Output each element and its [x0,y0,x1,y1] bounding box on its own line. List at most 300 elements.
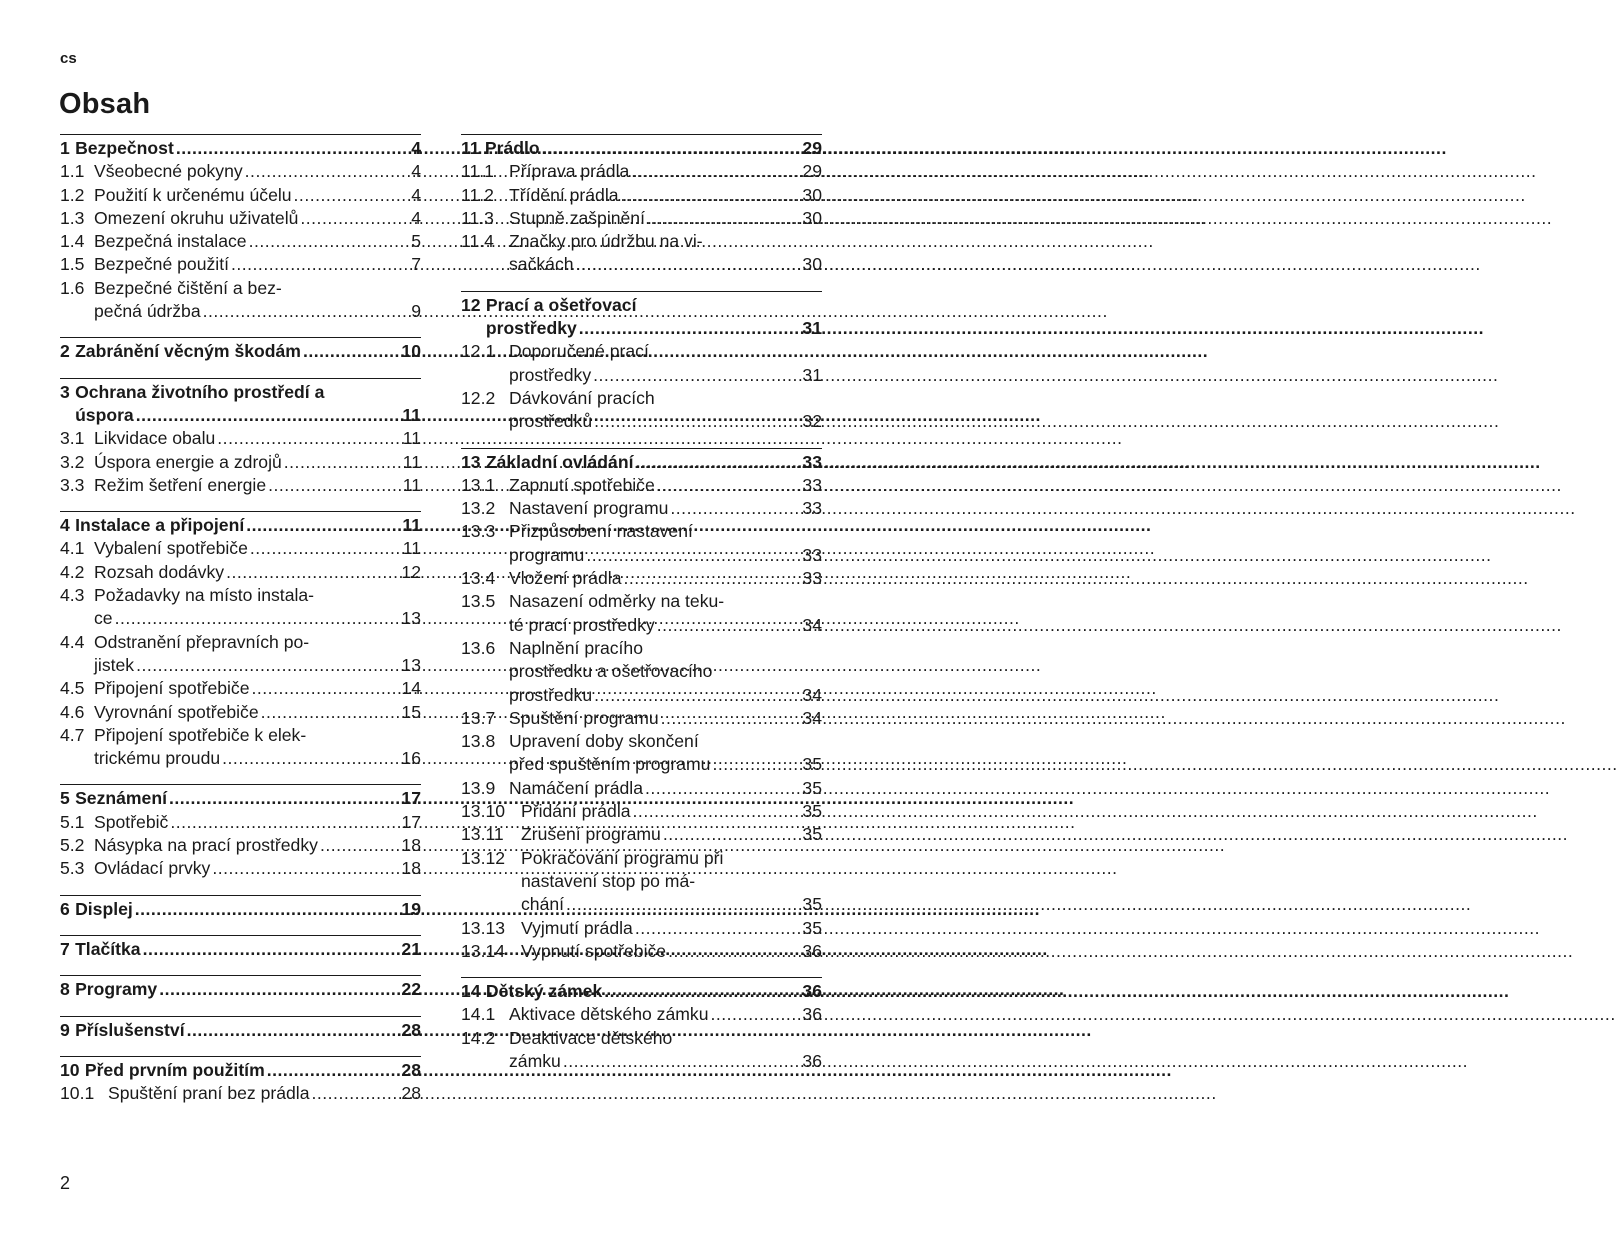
dot-leader [300,207,409,230]
toc-chapter-entry[interactable] [60,1019,421,1042]
toc-entry-text [75,978,421,1001]
toc-page-number: 13 [401,608,421,629]
page-title: Obsah [59,88,151,120]
toc-entry-text [94,584,421,631]
toc-entry-text [75,938,421,961]
toc-entry-last-line [521,800,822,823]
toc-page-number: 11 [402,428,421,449]
toc-entry-last-line [75,1019,421,1042]
toc-entry-number: 1.3 [60,207,85,228]
toc-entry-text [521,847,822,917]
toc-entry-title-line: Násypka na prací prostředky [94,835,318,856]
toc-entry-title-line: Aktivace dětského zámku [509,1004,709,1025]
toc-entry-text [75,787,421,810]
toc-entry-title-line: Dětský zámek [485,981,603,1002]
toc-subchapter-entry[interactable] [461,520,822,567]
toc-subchapter-entry[interactable] [461,777,822,800]
toc-subchapter-entry[interactable] [60,701,421,724]
toc-subchapter-entry[interactable] [461,567,822,590]
toc-entry-title-line: Tlačítka [75,938,141,959]
toc-subchapter-entry[interactable] [60,1082,421,1105]
dot-leader [635,451,800,474]
toc-entry-title-line: Displej [75,898,133,919]
toc-entry-last-line [486,980,822,1003]
toc-entry-last-line [108,1082,421,1105]
toc-section [461,291,822,434]
toc-subchapter-entry[interactable] [461,1027,822,1074]
toc-entry-last-line [521,917,822,940]
toc-subchapter-entry[interactable] [60,427,421,450]
toc-entry-text [509,497,822,520]
dot-leader [170,811,399,834]
dot-leader [579,317,801,340]
toc-entry-number: 3.3 [60,474,85,495]
toc-subchapter-entry[interactable] [461,707,822,730]
toc-subchapter-entry[interactable] [461,387,822,434]
toc-entry-title-line: Připojení spotřebiče k elek- [94,724,307,745]
toc-page-number: 4 [411,207,421,228]
toc-entry-text [486,980,822,1003]
toc-entry-last-line [94,607,421,630]
toc-entry-text [75,340,421,363]
toc-subchapter-entry[interactable] [60,857,421,880]
toc-entry-title-line: Zapnutí spotřebiče [509,474,655,495]
toc-entry-last-line [94,230,421,253]
toc-entry-number: 13.7 [461,707,496,728]
dot-leader [261,701,400,724]
toc-entry-text [521,823,822,846]
toc-entry-text [509,340,822,387]
toc-subchapter-entry[interactable] [60,834,421,857]
dot-leader [631,160,800,183]
toc-entry-last-line [94,184,421,207]
toc-entry-text [486,451,822,474]
dot-leader [593,364,800,387]
toc-page-number: 30 [802,184,822,205]
toc-entry-title-line: Vypnutí spotřebiče [521,940,667,961]
toc-entry-title-line: Stupně zašpinění [509,207,645,228]
toc-section [60,337,421,363]
toc-entry-number: 4.2 [60,561,85,582]
toc-subchapter-entry[interactable] [461,340,822,387]
dot-leader [212,857,399,880]
toc-entry-text [85,1059,421,1082]
toc-entry-number: 11.3 [461,207,494,228]
toc-section [60,935,421,961]
toc-page-number: 29 [802,161,822,182]
toc-subchapter-entry[interactable] [461,917,822,940]
toc-chapter-entry[interactable] [60,938,421,961]
toc-entry-title-line: Příprava prádla [509,161,630,182]
toc-subchapter-entry[interactable] [461,474,822,497]
toc-chapter-entry[interactable] [60,514,421,537]
toc-entry-number: 1.6 [60,277,85,298]
toc-entry-text [94,561,421,584]
toc-entry-text [509,184,822,207]
toc-page-number: 22 [401,979,421,1000]
toc-entry-text [509,777,822,800]
toc-entry-last-line [75,787,421,810]
toc-subchapter-entry[interactable] [60,230,421,253]
toc-page-number: 36 [802,1004,822,1025]
dot-leader [284,451,401,474]
toc-entry-text [509,637,822,707]
toc-page-number: 35 [802,754,822,775]
toc-entry-text [94,834,421,857]
toc-entry-text [94,277,421,324]
toc-entry-text [509,474,822,497]
toc-entry-number: 13.11 [461,824,504,845]
toc-chapter-entry[interactable] [60,978,421,1001]
toc-subchapter-entry[interactable] [461,160,822,183]
toc-entry-text [94,811,421,834]
toc-entry-last-line [521,940,822,963]
toc-entry-last-line [486,451,822,474]
toc-page-number: 4 [411,184,421,205]
toc-entry-last-line [521,823,822,846]
toc-page-number: 28 [401,1059,421,1080]
toc-page-number: 36 [802,940,822,961]
dot-leader [217,427,400,450]
toc-page-number: 33 [802,451,822,472]
toc-entry-text [509,230,822,277]
toc-entry-last-line [94,561,421,584]
toc-entry-title-line: Pokračování programu při [521,847,724,868]
toc-entry-number: 5 [60,788,70,809]
toc-entry-last-line [509,1003,822,1026]
dot-leader [294,184,410,207]
dot-leader [303,340,399,363]
toc-page-number: 4 [411,161,421,182]
dot-leader [566,893,800,916]
toc-page-number: 32 [802,411,822,432]
toc-page-number: 7 [411,254,421,275]
toc-chapter-entry[interactable] [461,980,822,1003]
toc-entry-title-line: jistek [94,654,135,675]
toc-entry-title-line: prostředku [509,684,593,705]
toc-subchapter-entry[interactable] [461,823,822,846]
toc-entry-last-line [509,160,822,183]
toc-subchapter-entry[interactable] [60,207,421,230]
toc-entry-title-line: prostředky [509,364,592,385]
toc-subchapter-entry[interactable] [60,277,421,324]
dot-leader [203,300,410,323]
dot-leader [604,980,800,1003]
toc-entry-text [75,1019,421,1042]
toc-entry-text [509,207,822,230]
toc-entry-text [94,677,421,700]
toc-page-number: 34 [802,614,822,635]
toc-entry-title-line: Spuštění praní bez prádla [108,1083,310,1104]
dot-leader [222,747,399,770]
toc-page-number: 31 [802,318,822,339]
toc-entry-last-line [94,834,421,857]
toc-entry-text [94,474,421,497]
toc-entry-number: 13.1 [461,474,496,495]
toc-entry-title-line: Dávkování pracích [509,387,655,408]
toc-entry-number: 3 [60,381,70,402]
dot-leader [159,978,399,1001]
toc-entry-text [75,137,421,160]
toc-entry-last-line [75,404,421,427]
dot-leader [169,787,399,810]
toc-chapter-entry[interactable] [60,787,421,810]
toc-page-number: 11 [402,538,421,559]
toc-entry-last-line [94,427,421,450]
toc-entry-last-line [509,753,822,776]
toc-entry-last-line [75,340,421,363]
dot-leader [226,561,399,584]
toc-section [60,511,421,770]
toc-entry-title-line: Omezení okruhu uživatelů [94,207,299,228]
toc-entry-last-line [509,474,822,497]
toc-entry-text [509,520,822,567]
toc-page-number: 33 [802,474,822,495]
dot-leader [542,137,801,160]
toc-entry-number: 1 [60,138,70,158]
toc-entry-last-line [75,938,421,961]
toc-entry-last-line [94,701,421,724]
toc-entry-text [94,207,421,230]
toc-subchapter-entry[interactable] [461,184,822,207]
toc-entry-last-line [75,137,421,160]
toc-entry-last-line [521,893,822,916]
toc-page-number: 11 [402,474,421,495]
dot-leader [245,160,410,183]
toc-entry-title-line: Vybalení spotřebiče [94,538,248,559]
dot-leader [267,1059,400,1082]
toc-entry-number: 1.2 [60,184,85,205]
dot-leader [115,607,400,630]
dot-leader [621,184,801,207]
toc-entry-title-line: Likvidace obalu [94,428,216,449]
toc-page-number: 18 [401,858,421,879]
toc-page-number: 19 [401,898,421,919]
toc-subchapter-entry[interactable] [60,561,421,584]
toc-entry-title-line: Vložení prádla [509,568,622,589]
toc-entry-last-line [509,544,822,567]
toc-entry-text [509,387,822,434]
toc-entry-last-line [94,160,421,183]
toc-entry-last-line [509,614,822,637]
toc-entry-number: 13.3 [461,521,496,542]
toc-chapter-entry[interactable] [461,451,822,474]
toc-entry-last-line [94,654,421,677]
dot-leader [176,137,409,160]
toc-page-number: 33 [802,498,822,519]
toc-entry-title-line: Vyrovnání spotřebiče [94,701,259,722]
toc-entry-number: 14.2 [461,1027,496,1048]
toc-entry-number: 13.2 [461,498,496,519]
toc-entry-title-line: Rozsah dodávky [94,561,225,582]
toc-entry-title-line: pečná údržba [94,301,201,322]
toc-entry-text [94,857,421,880]
toc-subchapter-entry[interactable] [60,160,421,183]
toc-entry-last-line [509,567,822,590]
toc-entry-text [509,730,822,777]
toc-chapter-entry[interactable] [60,340,421,363]
toc-entry-last-line [509,707,822,730]
toc-entry-title-line: Vyjmutí prádla [521,917,633,938]
toc-entry-number: 14.1 [461,1004,496,1025]
toc-entry-text [509,1027,822,1074]
toc-entry-title-line: Bezpečné čištění a bez- [94,277,282,298]
toc-subchapter-entry[interactable] [461,497,822,520]
toc-subchapter-entry[interactable] [60,253,421,276]
toc-page-number: 35 [802,917,822,938]
toc-subchapter-entry[interactable] [461,800,822,823]
toc-entry-number: 13.6 [461,637,496,658]
toc-page-number: 28 [401,1019,421,1040]
toc-entry-number: 4 [60,515,70,536]
toc-entry-text [509,567,822,590]
toc-subchapter-entry[interactable] [60,811,421,834]
toc-entry-last-line [94,677,421,700]
toc-entry-text [75,514,421,537]
toc-entry-text [94,160,421,183]
toc-entry-title-line: Zrušení programu [521,824,661,845]
toc-page-number: 36 [802,981,822,1002]
toc-entry-number: 14 [461,981,481,1002]
toc-entry-text [108,1082,421,1105]
toc-subchapter-entry[interactable] [461,590,822,637]
toc-entry-number: 11.1 [461,161,494,182]
toc-page-number: 36 [802,1050,822,1071]
dot-leader [576,253,801,276]
toc-entry-last-line [509,684,822,707]
toc-entry-title-line: chání [521,894,565,915]
toc-entry-number: 5.1 [60,811,85,832]
toc-chapter-entry[interactable] [461,137,822,160]
toc-entry-last-line [509,364,822,387]
toc-entry-title-line: zámku [509,1050,561,1071]
toc-page-number: 12 [401,561,421,582]
toc-entry-text [521,800,822,823]
toc-entry-number: 11.4 [461,231,494,252]
toc-entry-title-line: Ovládací prvky [94,858,211,879]
toc-section [461,977,822,1073]
toc-entry-number: 4.5 [60,678,85,699]
toc-section [60,975,421,1001]
toc-entry-number: 6 [60,898,70,919]
toc-entry-title-line: trickému proudu [94,748,221,769]
toc-subchapter-entry[interactable] [60,537,421,560]
toc-entry-number: 5.2 [60,835,85,856]
toc-chapter-entry[interactable] [60,381,421,428]
toc-subchapter-entry[interactable] [60,584,421,631]
toc-entry-title-line: Značky pro údržbu na vi- [509,231,703,252]
toc-subchapter-entry[interactable] [461,847,822,917]
toc-entry-number: 7 [60,938,70,959]
toc-page-number: 29 [802,138,822,158]
toc-entry-number: 12.1 [461,341,496,362]
toc-entry-title-line: Programy [75,979,158,1000]
toc-subchapter-entry[interactable] [60,451,421,474]
toc-subchapter-entry[interactable] [461,1003,822,1026]
toc-entry-number: 9 [60,1019,70,1040]
toc-entry-text [509,1003,822,1026]
toc-subchapter-entry[interactable] [60,184,421,207]
toc-page-number: 17 [401,788,421,809]
toc-page-number: 11 [402,404,421,425]
toc-column-left [60,134,421,1119]
toc-entry-title-line: Všeobecné pokyny [94,161,243,182]
toc-entry-title-line: Před prvním použitím [84,1059,265,1080]
toc-chapter-entry[interactable] [60,1059,421,1082]
toc-entry-number: 13.14 [461,940,506,961]
toc-chapter-entry[interactable] [60,137,421,160]
toc-entry-last-line [509,777,822,800]
toc-page-number: 4 [411,138,421,158]
toc-page-number: 16 [401,748,421,769]
toc-subchapter-entry[interactable] [461,637,822,707]
toc-page-number: 34 [802,684,822,705]
toc-page-number: 35 [802,777,822,798]
toc-subchapter-entry[interactable] [60,474,421,497]
toc-page-number: 9 [411,301,421,322]
toc-entry-last-line [94,747,421,770]
toc-subchapter-entry[interactable] [60,724,421,771]
toc-entry-title-line: úspora [75,404,134,425]
dot-leader [657,474,801,497]
toc-entry-number: 11.2 [461,184,494,205]
toc-entry-number: 3.2 [60,451,85,472]
dot-leader [711,1003,801,1026]
toc-entry-number: 13.5 [461,591,496,612]
toc-entry-text [94,701,421,724]
page-number: 2 [60,1173,71,1193]
toc-entry-number: 10.1 [60,1083,95,1104]
toc-chapter-entry[interactable] [461,294,822,341]
dot-leader [187,1019,400,1042]
toc-entry-number: 5.3 [60,858,85,879]
toc-entry-text [509,590,822,637]
toc-entry-title-line: Bezpečná instalace [94,231,247,252]
toc-entry-text [94,427,421,450]
toc-subchapter-entry[interactable] [461,940,822,963]
toc-entry-number: 4.6 [60,701,85,722]
toc-entry-number: 1.4 [60,231,85,252]
toc-entry-title-line: Seznámení [75,788,167,809]
toc-entry-number: 11 [461,138,480,158]
toc-subchapter-entry[interactable] [461,730,822,777]
toc-subchapter-entry[interactable] [60,631,421,678]
toc-subchapter-entry[interactable] [461,230,822,277]
toc-entry-last-line [509,410,822,433]
toc-page-number: 35 [802,801,822,822]
toc-entry-text [521,940,822,963]
toc-entry-last-line [509,184,822,207]
toc-section [60,895,421,921]
toc-entry-text [485,137,822,160]
toc-entry-title-line: Bezpečnost [75,138,174,158]
toc-page-number: 21 [401,938,421,959]
toc-subchapter-entry[interactable] [461,207,822,230]
toc-entry-text [75,381,421,428]
toc-page-number: 31 [802,364,822,385]
toc-subchapter-entry[interactable] [60,677,421,700]
toc-entry-text [509,707,822,730]
toc-chapter-entry[interactable] [60,898,421,921]
toc-page-number: 35 [802,894,822,915]
toc-entry-title-line: Příslušenství [75,1019,185,1040]
language-code: cs [60,50,77,67]
dot-leader [623,567,800,590]
toc-section [461,134,822,277]
dot-leader [136,654,399,677]
dot-leader [647,207,800,230]
toc-entry-title-line: Prací a ošetřovací [485,294,637,315]
